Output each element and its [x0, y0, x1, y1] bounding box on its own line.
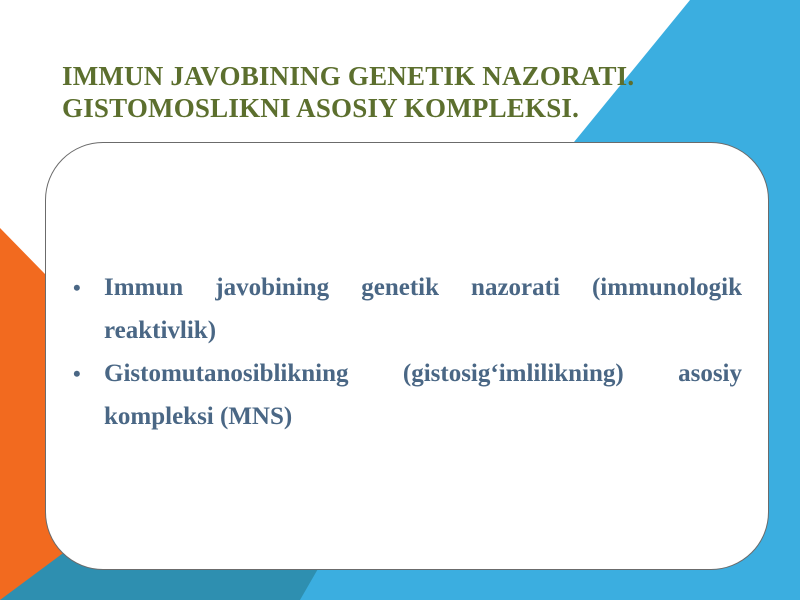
title-line-2: GISTOMOSLIKNI ASOSIY KOMPLEKSI. [62, 93, 580, 123]
bullet-marker: • [73, 275, 81, 300]
title-line-1: IMMUN JAVOBINING GENETIK NAZORATI. [62, 61, 635, 91]
bullet-marker: • [73, 361, 81, 386]
bullet-text: Gistomutanosiblikning (gistosig‘imlilikning) asosiy kompleksi (MNS) [104, 360, 742, 430]
bullet-item-immune-control [70, 266, 742, 352]
bullet-item-mhc-complex [70, 352, 742, 438]
bullet-list [70, 266, 742, 438]
bullet-text: Immun javobining genetik nazorati (immunologik reaktivlik) [104, 274, 742, 344]
slide-title [62, 60, 762, 124]
